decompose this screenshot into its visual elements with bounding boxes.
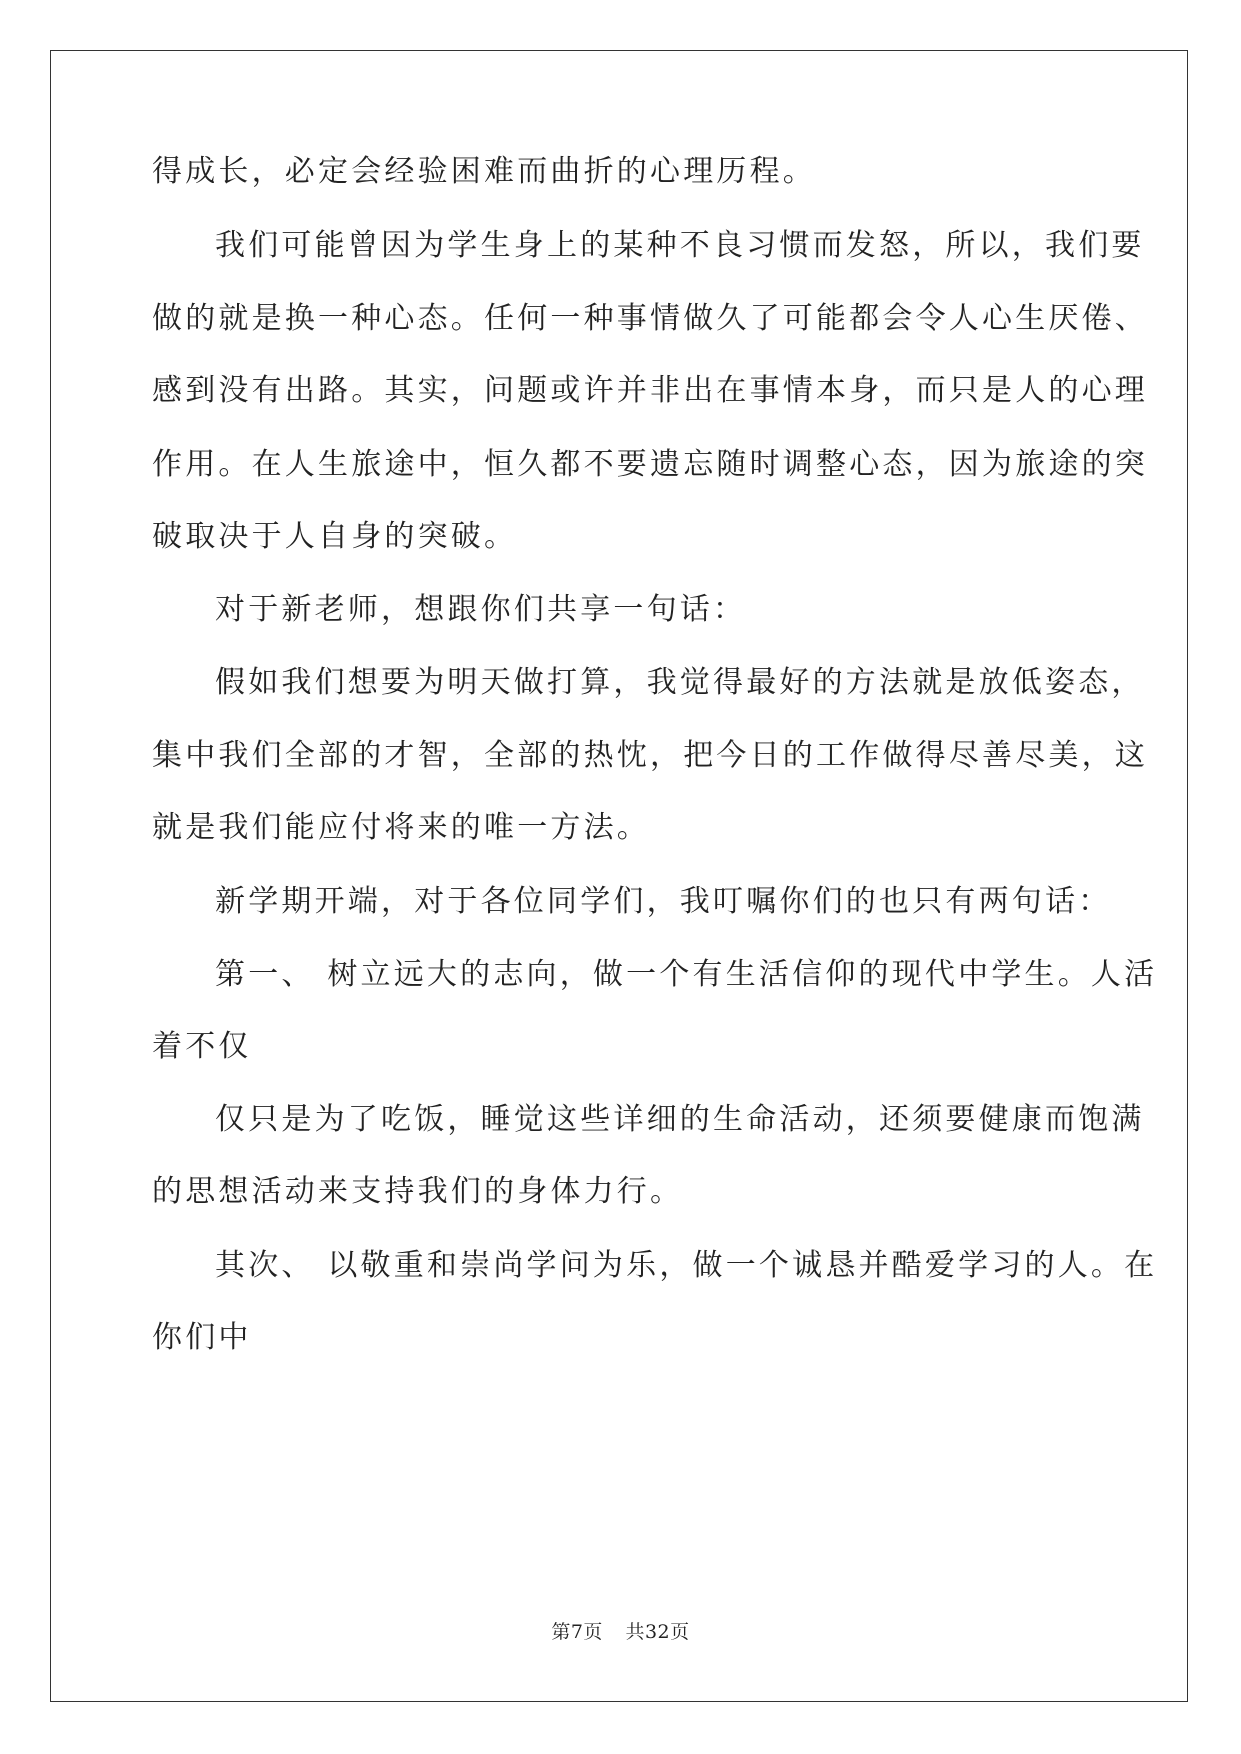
page-total: 共32页 — [625, 1621, 690, 1643]
page-footer — [0, 1617, 1241, 1644]
text-line: 作用。在人生旅途中，恒久都不要遗忘随时调整心态，因为旅途的突 — [152, 447, 1148, 482]
page-border — [50, 50, 1188, 1702]
page-number: 第7页 — [551, 1621, 603, 1643]
text-line: 新学期开端，对于各位同学们，我叮嘱你们的也只有两句话： — [215, 884, 1112, 919]
text-line: 做的就是换一种心态。任何一种事情做久了可能都会令人心生厌倦、 — [152, 301, 1148, 336]
text-line: 就是我们能应付将来的唯一方法。 — [152, 810, 650, 845]
text-line: 着不仅 — [152, 1029, 252, 1064]
text-line: 我们可能曾因为学生身上的某种不良习惯而发怒，所以，我们要 — [215, 228, 1145, 263]
text-line: 假如我们想要为明天做打算，我觉得最好的方法就是放低姿态， — [215, 665, 1145, 700]
text-line: 集中我们全部的才智，全部的热忱，把今日的工作做得尽善尽美，这 — [152, 738, 1148, 773]
text-line: 其次、 以敬重和崇尚学问为乐，做一个诚恳并酷爱学习的人。在 — [215, 1248, 1158, 1283]
text-line: 你们中 — [152, 1320, 252, 1355]
text-line: 破取决于人自身的突破。 — [152, 519, 518, 554]
text-line: 的思想活动来支持我们的身体力行。 — [152, 1174, 684, 1209]
text-line: 仅只是为了吃饭，睡觉这些详细的生命活动，还须要健康而饱满 — [215, 1102, 1145, 1137]
text-line: 得成长，必定会经验困难而曲折的心理历程。 — [152, 154, 816, 189]
text-line: 第一、 树立远大的志向，做一个有生活信仰的现代中学生。人活 — [215, 957, 1158, 992]
text-line: 感到没有出路。其实，问题或许并非出在事情本身，而只是人的心理 — [152, 373, 1148, 408]
text-line: 对于新老师，想跟你们共享一句话： — [215, 592, 747, 627]
